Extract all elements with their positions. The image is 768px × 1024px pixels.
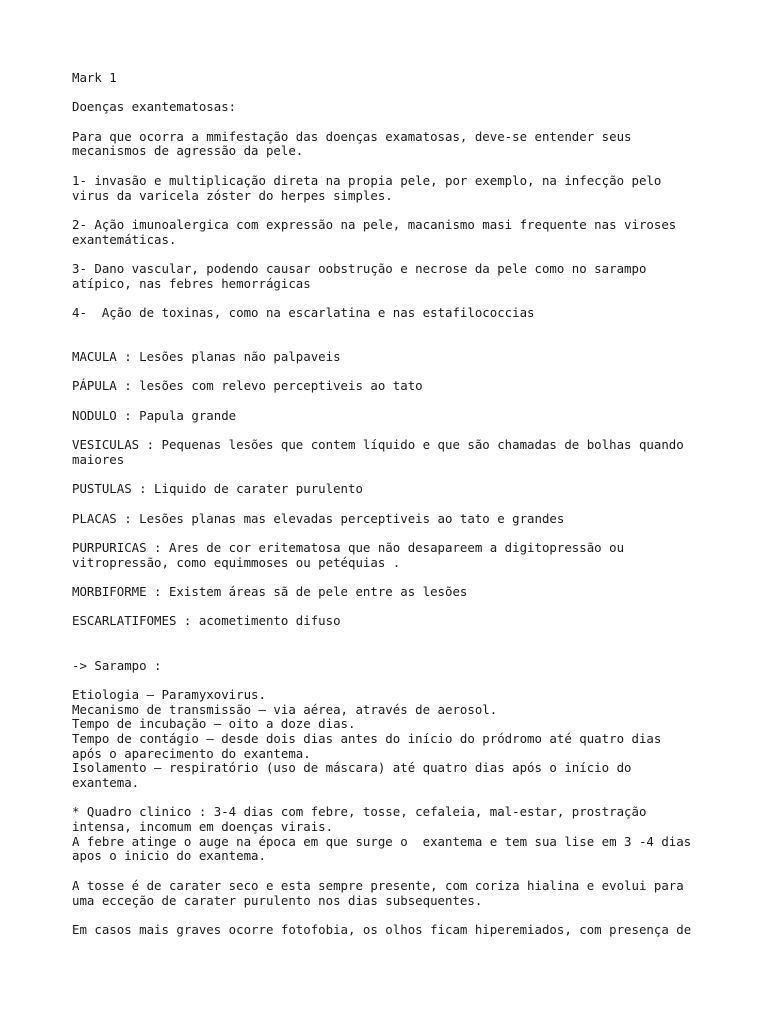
text-line: após o aparecimento do exantema.	[72, 745, 311, 761]
blank-line	[72, 86, 712, 101]
blank-line	[72, 497, 712, 512]
text-line: Em casos mais graves ocorre fotofobia, os olhos ficam hiperemiados, com presença de	[72, 921, 692, 937]
text-line: virus da varicela zóster do herpes simples.	[72, 187, 393, 203]
blank-line	[72, 247, 712, 262]
text-line: ESCARLATIFOMES : acometimento difuso	[72, 613, 341, 629]
text-line: mecanismos de agressão da pele.	[72, 143, 304, 159]
blank-line	[72, 321, 712, 336]
text-line: Tempo de incubação – oito a doze dias.	[72, 716, 356, 732]
text-line: -> Sarampo :	[72, 657, 162, 673]
text-line: atípico, nas febres hemorrágicas	[72, 275, 311, 291]
blank-line	[72, 864, 712, 879]
blank-line	[72, 365, 712, 380]
blank-line	[72, 468, 712, 483]
text-line: maiores	[72, 451, 125, 467]
text-line: VESICULAS : Pequenas lesões que contem líquido e que são chamadas de bolhas quando	[72, 437, 684, 453]
text-line: A tosse é de carater seco e esta sempre presente, com coriza hialina e evolui para	[72, 877, 684, 893]
blank-line	[72, 424, 712, 439]
text-line: PÁPULA : lesões com relevo perceptiveis ao tato	[72, 378, 423, 394]
blank-line	[72, 570, 712, 585]
blank-line	[72, 600, 712, 615]
text-line: Isolamento – respiratório (uso de máscara) até quatro dias após o início do	[72, 760, 632, 776]
text-line: MORBIFORME : Existem áreas sã de pele entre as lesões	[72, 584, 468, 600]
blank-line	[72, 673, 712, 688]
text-line: 2- Ação imunoalergica com expressão na pele, macanismo masi frequente nas viroses	[72, 216, 677, 232]
blank-line	[72, 629, 712, 644]
text-line: apos o inicio do exantema.	[72, 848, 266, 864]
text-line: intensa, incomum em doenças virais.	[72, 819, 334, 835]
text-line: Para que ocorra a mmifestação das doenças examatosas, deve-se entender seus	[72, 128, 632, 144]
text-line: vitropressão, como equimmoses ou petéquias .	[72, 554, 401, 570]
blank-line	[72, 908, 712, 923]
text-line: MACULA : Lesões planas não palpaveis	[72, 349, 341, 365]
document-page	[72, 71, 712, 938]
text-line: exantema.	[72, 775, 140, 790]
text-line: Etiologia – Paramyxovirus.	[72, 686, 266, 702]
blank-line	[72, 526, 712, 541]
text-line: * Quadro clinico : 3-4 dias com febre, tosse, cefaleia, mal-estar, prostração	[72, 804, 647, 820]
blank-line	[72, 791, 712, 806]
blank-line	[72, 159, 712, 174]
blank-line	[72, 203, 712, 218]
text-line: exantemáticas.	[72, 231, 177, 247]
text-line: A febre atinge o auge na época em que surge o exantema e tem sua lise em 3 -4 dias	[72, 833, 692, 849]
blank-line	[72, 644, 712, 659]
text-line: PLACAS : Lesões planas mas elevadas perceptiveis ao tato e grandes	[72, 510, 565, 526]
text-line: Doenças exantematosas:	[72, 99, 237, 115]
text-line: 3- Dano vascular, podendo causar oobstrução e necrose da pele como no sarampo	[72, 260, 647, 276]
text-line: PURPURICAS : Ares de cor eritematosa que não desapareem a digitopressão ou	[72, 540, 625, 555]
text-line: Tempo de contágio – desde dois dias antes do início do pródromo até quatro dias	[72, 730, 662, 746]
blank-line	[72, 291, 712, 306]
text-line: uma ecceção de carater purulento nos dias subsequentes.	[72, 892, 483, 908]
text-line: NODULO : Papula grande	[72, 407, 237, 423]
text-line: Mecanismo de transmissão – via aérea, através de aerosol.	[72, 701, 498, 717]
blank-line	[72, 335, 712, 350]
text-line: Mark 1	[72, 70, 117, 85]
blank-line	[72, 394, 712, 409]
text-line: PUSTULAS : Liquido de carater purulento	[72, 481, 363, 497]
blank-line	[72, 115, 712, 130]
text-line: 1- invasão e multiplicação direta na propia pele, por exemplo, na infecção pelo	[72, 172, 662, 188]
text-line: 4- Ação de toxinas, como na escarlatina e nas estafilococcias	[72, 305, 535, 320]
